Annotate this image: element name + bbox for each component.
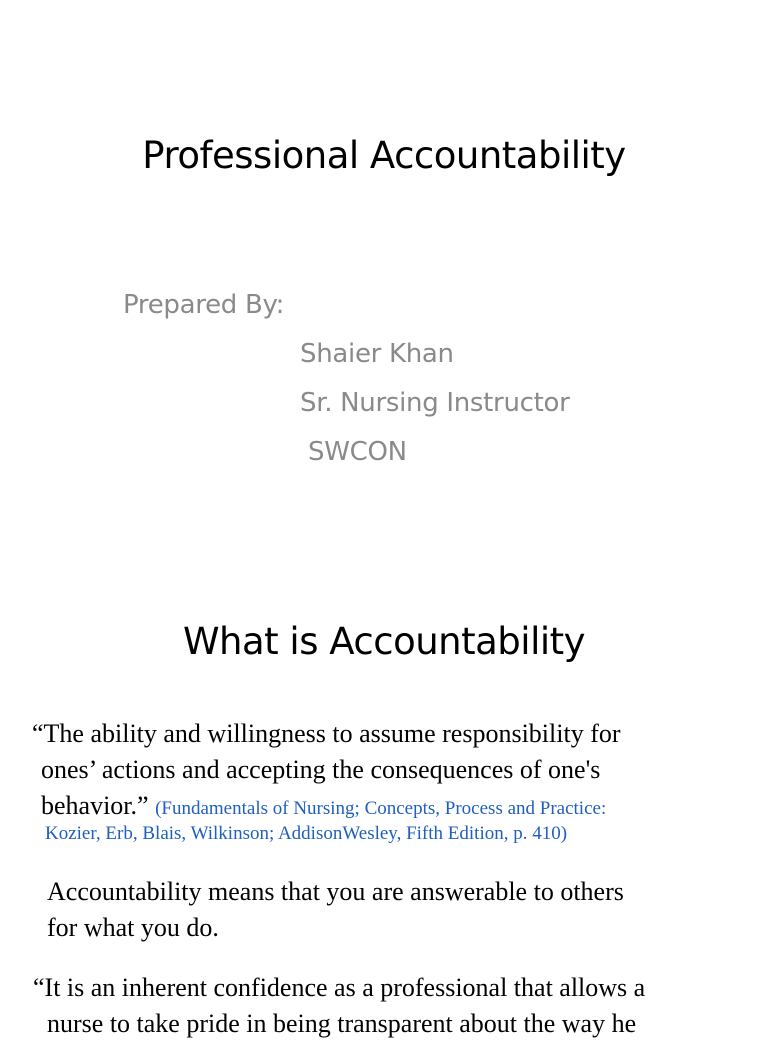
citation-continued: Kozier, Erb, Blais, Wilkinson; AddisonWesley, Fifth Edition, p. 410) — [45, 823, 568, 844]
inherent-confidence-quote — [33, 970, 645, 1042]
quote-line-text: behavior.” — [41, 791, 149, 820]
prepared-by-label: Prepared By: — [123, 290, 285, 320]
meaning-line: for what you do. — [47, 913, 219, 942]
author-name: Shaier Khan — [300, 339, 454, 369]
definition-quote — [32, 716, 732, 847]
quote-line: “The ability and willingness to assume responsibility for — [32, 719, 621, 748]
accountability-meaning — [47, 874, 624, 946]
slide-title: Professional Accountability — [142, 134, 626, 177]
author-role: Sr. Nursing Instructor — [300, 388, 570, 418]
definition-slide — [0, 576, 768, 1038]
meaning-line: Accountability means that you are answerable to others — [47, 877, 624, 906]
author-organization: SWCON — [308, 437, 407, 467]
inherent-line: “It is an inherent confidence as a professional that allows a — [33, 973, 646, 1002]
inherent-line: nurse to take pride in being transparent about the way he — [47, 1009, 637, 1038]
citation-start: (Fundamentals of Nursing; Concepts, Process and Practice: — [155, 798, 607, 819]
slide-title: What is Accountability — [182, 620, 586, 663]
quote-line: ones’ actions and accepting the consequences of one's — [41, 755, 601, 784]
